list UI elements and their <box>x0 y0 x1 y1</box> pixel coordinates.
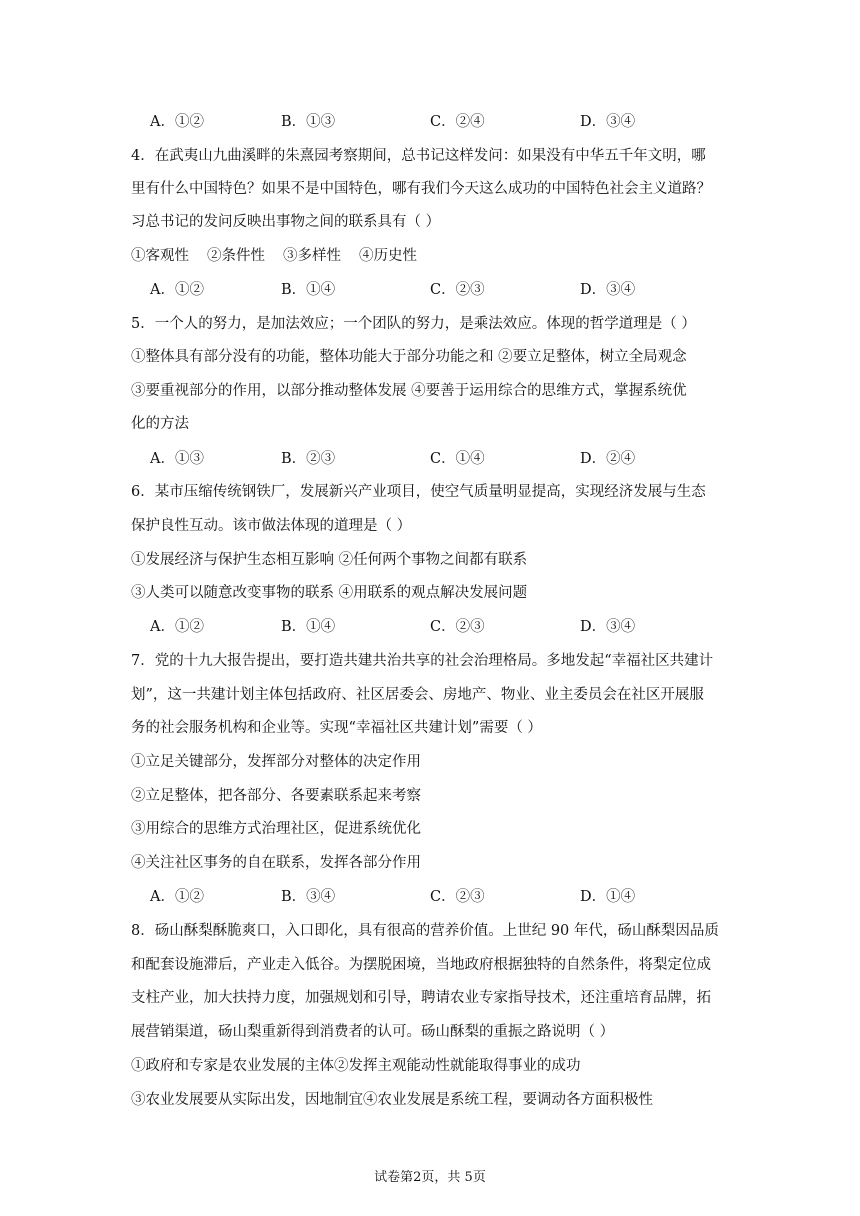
option-a: A．①③ <box>150 451 204 467</box>
q6-stem-line-1: 6．某市压缩传统钢铁厂，发展新兴产业项目，使空气质量明显提高，实现经济发展与生态 <box>131 484 706 500</box>
q7-options <box>150 887 670 907</box>
q6-options <box>150 617 670 637</box>
q4-choice-4: ④历史性 <box>359 248 417 264</box>
q7-choice-4: ④关注社区事务的自在联系，发挥各部分作用 <box>131 855 421 871</box>
q8-stem-line-1: 8．砀山酥梨酥脆爽口，入口即化，具有很高的营养价值。上世纪 90 年代，砀山酥梨因品质 <box>131 923 719 939</box>
option-a: A．①② <box>150 282 204 298</box>
q5-options <box>150 449 670 469</box>
option-b: B．①④ <box>281 282 336 298</box>
q4-choice-3: ③多样性 <box>283 248 341 264</box>
option-c: C．②③ <box>430 619 485 635</box>
option-d: D．③④ <box>580 282 636 298</box>
q8-choice-line-2: ③农业发展要从实际出发，因地制宜④农业发展是系统工程，要调动各方面积极性 <box>131 1092 653 1108</box>
option-d: D．③④ <box>580 619 636 635</box>
q5-choice-line-1: ①整体具有部分没有的功能，整体功能大于部分功能之和 ②要立足整体，树立全局观念 <box>131 349 687 365</box>
q5-choice-line-3: 化的方法 <box>131 416 189 432</box>
q7-choice-3: ③用综合的思维方式治理社区，促进系统优化 <box>131 821 421 837</box>
q7-choice-1: ①立足关键部分，发挥部分对整体的决定作用 <box>131 754 421 770</box>
q5-stem-line-1: 5．一个人的努力，是加法效应；一个团队的努力，是乘法效应。体现的哲学道理是（ ） <box>131 316 696 332</box>
q4-stem-line-2: 里有什么中国特色？如果不是中国特色，哪有我们今天这么成功的中国特色社会主义道路？ <box>131 181 711 197</box>
option-d: D．③④ <box>580 114 636 130</box>
q8-stem-line-2: 和配套设施滞后，产业走入低谷。为摆脱困境，当地政府根据独特的自然条件，将梨定位成 <box>131 957 711 973</box>
q4-options <box>150 280 670 300</box>
option-b: B．①④ <box>281 619 336 635</box>
q6-choice-line-2: ③人类可以随意改变事物的联系 ④用联系的观点解决发展问题 <box>131 585 528 601</box>
q4-stem-line-3: 习总书记的发问反映出事物之间的联系具有（ ） <box>131 214 441 230</box>
q7-stem-line-2: 划”，这一共建计划主体包括政府、社区居委会、房地产、物业、业主委员会在社区开展服 <box>131 687 704 703</box>
q4-choice-1: ①客观性 <box>131 248 189 264</box>
q7-choice-2: ②立足整体，把各部分、各要素联系起来考察 <box>131 788 421 804</box>
option-c: C．②③ <box>430 889 485 905</box>
option-d: D．①④ <box>580 889 636 905</box>
page-footer: 试卷第2页，共 5页 <box>374 1170 486 1185</box>
option-b: B．③④ <box>281 889 336 905</box>
option-a: A．①② <box>150 889 204 905</box>
option-b: B．②③ <box>281 451 336 467</box>
q7-stem-line-1: 7．党的十九大报告提出，要打造共建共治共享的社会治理格局。多地发起“幸福社区共建计 <box>131 653 714 669</box>
q5-choice-line-2: ③要重视部分的作用，以部分推动整体发展 ④要善于运用综合的思维方式，掌握系统优 <box>131 383 687 399</box>
option-a: A．①② <box>150 114 204 130</box>
option-c: C．②③ <box>430 282 485 298</box>
q6-stem-line-2: 保护良性互动。该市做法体现的道理是（ ） <box>131 518 412 534</box>
q4-stem-line-1: 4．在武夷山九曲溪畔的朱熹园考察期间，总书记这样发问：如果没有中华五千年文明，哪 <box>131 148 706 164</box>
q8-choice-line-1: ①政府和专家是农业发展的主体②发挥主观能动性就能取得事业的成功 <box>131 1058 581 1074</box>
q3-options <box>150 112 670 132</box>
q8-stem-line-3: 支柱产业，加大扶持力度，加强规划和引导，聘请农业专家指导技术，还注重培育品牌，拓 <box>131 990 711 1006</box>
q7-stem-line-3: 务的社会服务机构和企业等。实现“幸福社区共建计划”需要（ ） <box>131 720 542 736</box>
q4-choice-2: ②条件性 <box>207 248 265 264</box>
q8-stem-line-4: 展营销渠道，砀山梨重新得到消费者的认可。砀山酥梨的重振之路说明（ ） <box>131 1024 615 1040</box>
q4-choices <box>131 246 417 266</box>
q6-choice-line-1: ①发展经济与保护生态相互影响 ②任何两个事物之间都有联系 <box>131 552 528 568</box>
option-a: A．①② <box>150 619 204 635</box>
option-c: C．①④ <box>430 451 485 467</box>
option-c: C．②④ <box>430 114 485 130</box>
option-d: D．②④ <box>580 451 636 467</box>
option-b: B．①③ <box>281 114 336 130</box>
